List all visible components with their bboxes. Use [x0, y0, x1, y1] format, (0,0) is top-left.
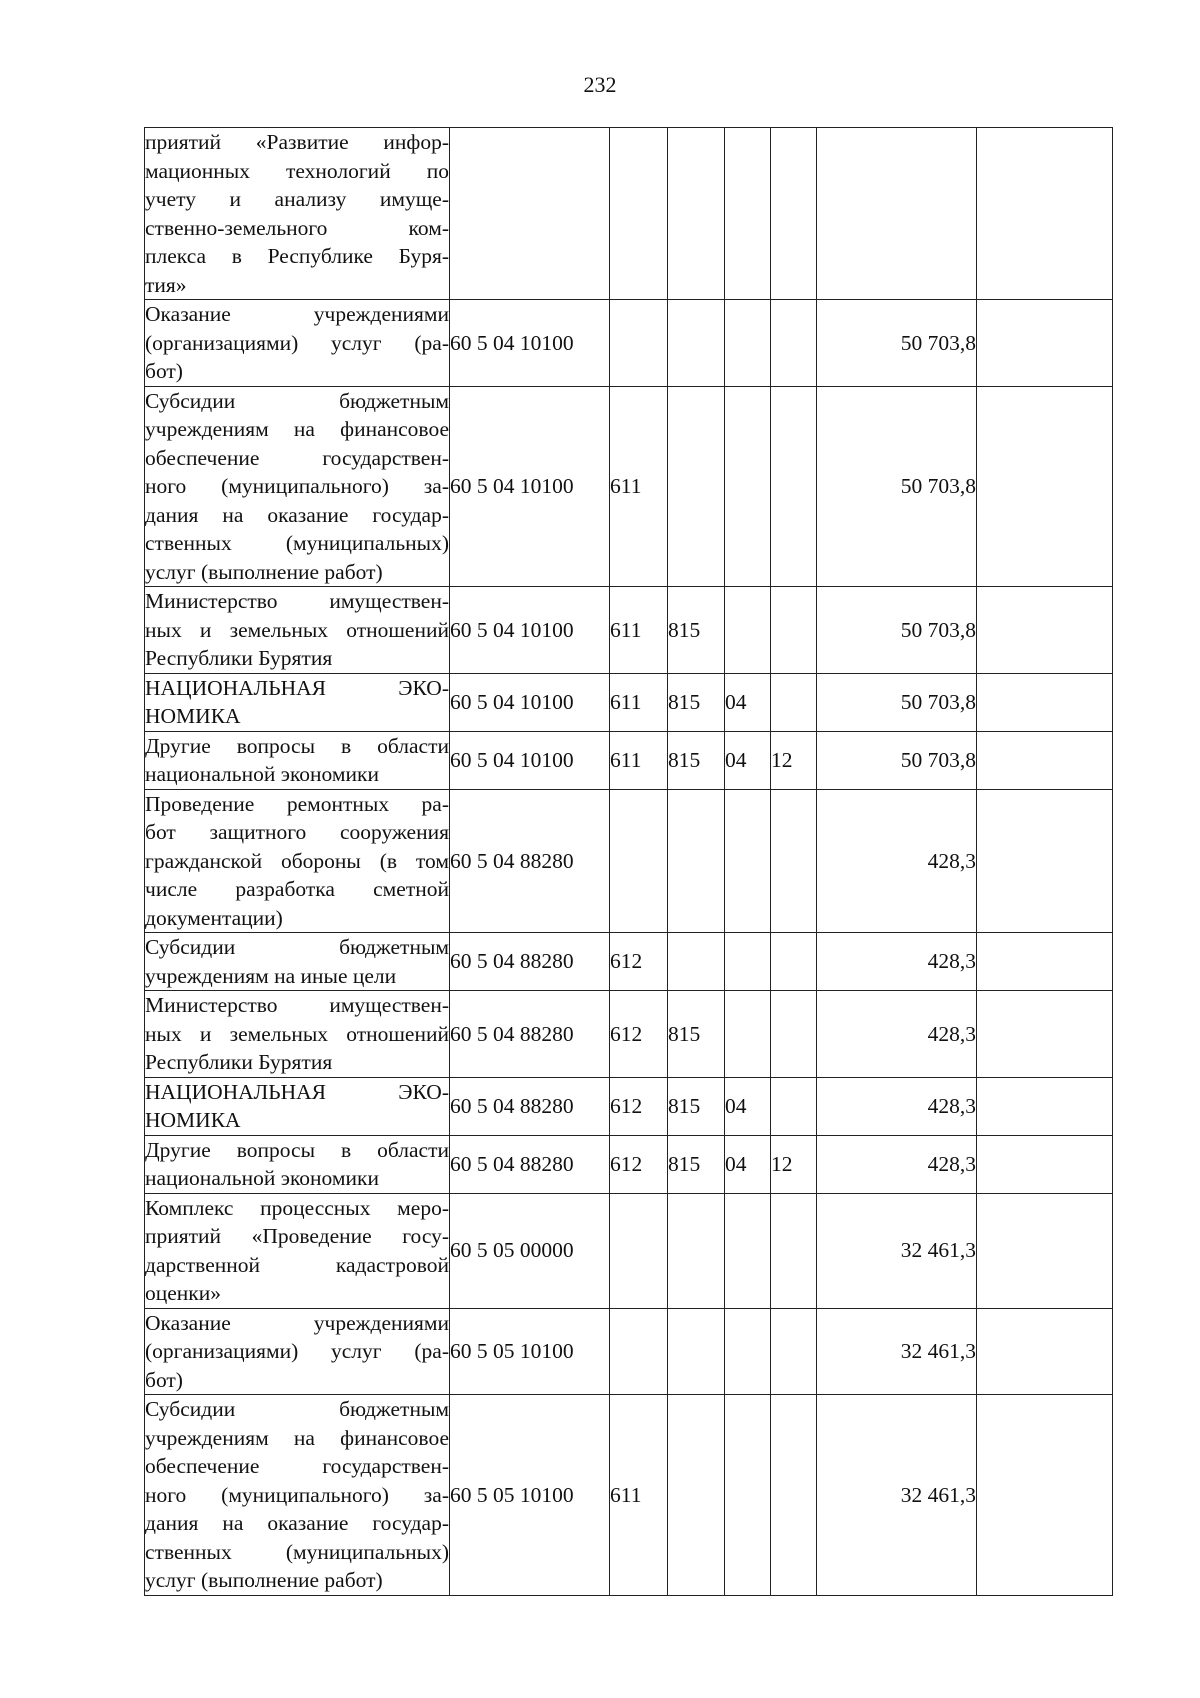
extra-cell [977, 300, 1113, 387]
extra-cell [977, 1077, 1113, 1135]
table-row [145, 587, 1113, 674]
item-name-line: плекса в Республике Буря- [145, 244, 449, 268]
amount-cell: 32 461,3 [817, 1395, 977, 1596]
item-name-cell [145, 673, 450, 731]
expense-type-cell: 611 [610, 673, 668, 731]
section-code-cell [725, 991, 771, 1078]
section-code-cell [725, 1395, 771, 1596]
expense-type-cell: 612 [610, 933, 668, 991]
grbs-code-cell: 815 [668, 1077, 725, 1135]
section-code-cell [725, 933, 771, 991]
item-name-line: национальной экономики [145, 762, 379, 786]
expense-type-cell: 611 [610, 731, 668, 789]
item-name-cell [145, 587, 450, 674]
target-article-code-cell: 60 5 04 88280 [450, 1077, 610, 1135]
subsection-code-cell [771, 789, 817, 933]
item-name-line: ных и земельных отношений [145, 1021, 449, 1046]
subsection-code-cell [771, 1077, 817, 1135]
target-article-code-cell: 60 5 04 88280 [450, 789, 610, 933]
extra-cell [977, 789, 1113, 933]
item-name-line: бот) [145, 1367, 183, 1392]
item-name-line: (организациями) услуг (ра- [145, 330, 449, 355]
target-article-code-cell: 60 5 04 10100 [450, 673, 610, 731]
item-name-line: приятий «Развитие инфор- [145, 130, 449, 154]
expense-type-cell: 611 [610, 386, 668, 587]
extra-cell [977, 587, 1113, 674]
page-number: 232 [583, 72, 617, 97]
amount-cell [817, 128, 977, 300]
item-name-line: бот защитного сооружения [145, 820, 449, 844]
item-name-line: национальной экономики [145, 1166, 379, 1190]
table-row [145, 1308, 1113, 1395]
target-article-code-cell: 60 5 04 88280 [450, 1135, 610, 1193]
amount-cell: 428,3 [817, 789, 977, 933]
item-name-line: Оказание учреждениями [145, 302, 449, 326]
target-article-code-cell: 60 5 04 10100 [450, 587, 610, 674]
item-name-line: приятий «Проведение госу- [145, 1224, 449, 1248]
extra-cell [977, 386, 1113, 587]
extra-cell [977, 1193, 1113, 1308]
item-name-line: Субсидии бюджетным [145, 935, 449, 959]
item-name-line: обеспечение государствен- [145, 1454, 449, 1478]
subsection-code-cell [771, 386, 817, 587]
grbs-code-cell: 815 [668, 731, 725, 789]
grbs-code-cell: 815 [668, 1135, 725, 1193]
item-name-line: ственных (муниципальных) [145, 1539, 449, 1564]
item-name-line: ственных (муниципальных) [145, 531, 449, 555]
table-row [145, 991, 1113, 1078]
amount-cell: 50 703,8 [817, 386, 977, 587]
amount-cell: 428,3 [817, 991, 977, 1078]
item-name-line: (организациями) услуг (ра- [145, 1339, 449, 1363]
section-code-cell: 04 [725, 1077, 771, 1135]
expense-type-cell [610, 300, 668, 387]
extra-cell [977, 1135, 1113, 1193]
expense-type-cell [610, 789, 668, 933]
section-code-cell [725, 300, 771, 387]
item-name-cell [145, 731, 450, 789]
item-name-line: оценки» [145, 1281, 222, 1305]
extra-cell [977, 128, 1113, 300]
item-name-cell [145, 933, 450, 991]
item-name-line: числе разработка сметной [145, 877, 449, 901]
item-name-line: документации) [145, 905, 283, 930]
target-article-code-cell: 60 5 04 88280 [450, 991, 610, 1078]
amount-cell: 428,3 [817, 1135, 977, 1193]
subsection-code-cell [771, 991, 817, 1078]
subsection-code-cell [771, 1308, 817, 1395]
target-article-code-cell: 60 5 05 00000 [450, 1193, 610, 1308]
expense-type-cell: 612 [610, 1077, 668, 1135]
item-name-line: Другие вопросы в области [145, 733, 449, 758]
section-code-cell: 04 [725, 731, 771, 789]
item-name-cell [145, 1135, 450, 1193]
expense-type-cell [610, 1193, 668, 1308]
subsection-code-cell [771, 128, 817, 300]
section-code-cell [725, 386, 771, 587]
item-name-cell [145, 386, 450, 587]
item-name-line: бот) [145, 359, 183, 383]
item-name-line: Оказание учреждениями [145, 1310, 449, 1335]
target-article-code-cell: 60 5 04 88280 [450, 933, 610, 991]
item-name-cell [145, 1395, 450, 1596]
table-row [145, 731, 1113, 789]
grbs-code-cell [668, 1308, 725, 1395]
table-row [145, 1135, 1113, 1193]
item-name-line: Министерство имуществен- [145, 993, 449, 1017]
subsection-code-cell [771, 1395, 817, 1596]
item-name-line: Субсидии бюджетным [145, 388, 449, 413]
item-name-line: ственно-земельного ком- [145, 215, 449, 240]
amount-cell: 50 703,8 [817, 673, 977, 731]
expense-type-cell: 612 [610, 1135, 668, 1193]
item-name-cell [145, 1193, 450, 1308]
grbs-code-cell [668, 933, 725, 991]
extra-cell [977, 673, 1113, 731]
extra-cell [977, 731, 1113, 789]
grbs-code-cell [668, 300, 725, 387]
table-row [145, 933, 1113, 991]
grbs-code-cell [668, 1395, 725, 1596]
item-name-line: услуг (выполнение работ) [145, 559, 383, 584]
budget-table [144, 127, 1113, 1596]
item-name-line: учреждениям на финансовое [145, 417, 449, 441]
table-row [145, 1395, 1113, 1596]
grbs-code-cell [668, 386, 725, 587]
expense-type-cell [610, 128, 668, 300]
grbs-code-cell [668, 789, 725, 933]
item-name-line: ного (муниципального) за- [145, 474, 449, 498]
subsection-code-cell [771, 673, 817, 731]
amount-cell: 50 703,8 [817, 587, 977, 674]
item-name-cell [145, 128, 450, 300]
item-name-line: Комплекс процессных меро- [145, 1195, 449, 1220]
extra-cell [977, 1308, 1113, 1395]
subsection-code-cell [771, 933, 817, 991]
amount-cell: 428,3 [817, 1077, 977, 1135]
item-name-line: услуг (выполнение работ) [145, 1568, 383, 1592]
item-name-line: учету и анализу имуще- [145, 187, 449, 211]
item-name-line: Другие вопросы в области [145, 1137, 449, 1162]
item-name-line: Республики Бурятия [145, 1050, 333, 1074]
expense-type-cell: 611 [610, 587, 668, 674]
table-row [145, 1193, 1113, 1308]
target-article-code-cell: 60 5 04 10100 [450, 731, 610, 789]
extra-cell [977, 933, 1113, 991]
target-article-code-cell: 60 5 04 10100 [450, 300, 610, 387]
extra-cell [977, 991, 1113, 1078]
expense-type-cell: 611 [610, 1395, 668, 1596]
expense-type-cell [610, 1308, 668, 1395]
grbs-code-cell: 815 [668, 991, 725, 1078]
table-row [145, 386, 1113, 587]
grbs-code-cell [668, 1193, 725, 1308]
grbs-code-cell: 815 [668, 673, 725, 731]
table-row [145, 789, 1113, 933]
item-name-line: Субсидии бюджетным [145, 1397, 449, 1421]
subsection-code-cell: 12 [771, 1135, 817, 1193]
item-name-line: НАЦИОНАЛЬНАЯ ЭКО- [145, 1079, 449, 1104]
item-name-cell [145, 1308, 450, 1395]
item-name-line: дарственной кадастровой [145, 1252, 449, 1277]
item-name-line: НОМИКА [145, 704, 241, 728]
item-name-cell [145, 789, 450, 933]
amount-cell: 50 703,8 [817, 731, 977, 789]
item-name-line: Министерство имуществен- [145, 589, 449, 613]
target-article-code-cell [450, 128, 610, 300]
item-name-line: ных и земельных отношений [145, 617, 449, 642]
section-code-cell [725, 587, 771, 674]
section-code-cell [725, 1193, 771, 1308]
item-name-line: ного (муниципального) за- [145, 1482, 449, 1507]
target-article-code-cell: 60 5 05 10100 [450, 1308, 610, 1395]
item-name-cell [145, 1077, 450, 1135]
item-name-line: дания на оказание государ- [145, 1511, 449, 1535]
section-code-cell [725, 128, 771, 300]
grbs-code-cell [668, 128, 725, 300]
item-name-line: тия» [145, 272, 187, 297]
subsection-code-cell: 12 [771, 731, 817, 789]
table-row [145, 673, 1113, 731]
section-code-cell: 04 [725, 673, 771, 731]
table-row [145, 300, 1113, 387]
subsection-code-cell [771, 587, 817, 674]
grbs-code-cell: 815 [668, 587, 725, 674]
item-name-line: НАЦИОНАЛЬНАЯ ЭКО- [145, 675, 449, 700]
item-name-line: учреждениям на иные цели [145, 963, 397, 988]
item-name-line: мационных технологий по [145, 158, 449, 183]
item-name-line: дания на оказание государ- [145, 502, 449, 527]
item-name-line: учреждениям на финансовое [145, 1425, 449, 1450]
amount-cell: 32 461,3 [817, 1193, 977, 1308]
extra-cell [977, 1395, 1113, 1596]
item-name-line: Республики Бурятия [145, 646, 333, 670]
section-code-cell [725, 1308, 771, 1395]
target-article-code-cell: 60 5 04 10100 [450, 386, 610, 587]
amount-cell: 32 461,3 [817, 1308, 977, 1395]
amount-cell: 428,3 [817, 933, 977, 991]
amount-cell: 50 703,8 [817, 300, 977, 387]
subsection-code-cell [771, 1193, 817, 1308]
table-row [145, 1077, 1113, 1135]
item-name-cell [145, 300, 450, 387]
section-code-cell [725, 789, 771, 933]
target-article-code-cell: 60 5 05 10100 [450, 1395, 610, 1596]
subsection-code-cell [771, 300, 817, 387]
item-name-line: гражданской обороны (в том [145, 848, 449, 873]
item-name-line: обеспечение государствен- [145, 445, 449, 470]
section-code-cell: 04 [725, 1135, 771, 1193]
item-name-line: Проведение ремонтных ра- [145, 791, 449, 816]
item-name-line: НОМИКА [145, 1108, 241, 1132]
expense-type-cell: 612 [610, 991, 668, 1078]
table-row [145, 128, 1113, 300]
item-name-cell [145, 991, 450, 1078]
